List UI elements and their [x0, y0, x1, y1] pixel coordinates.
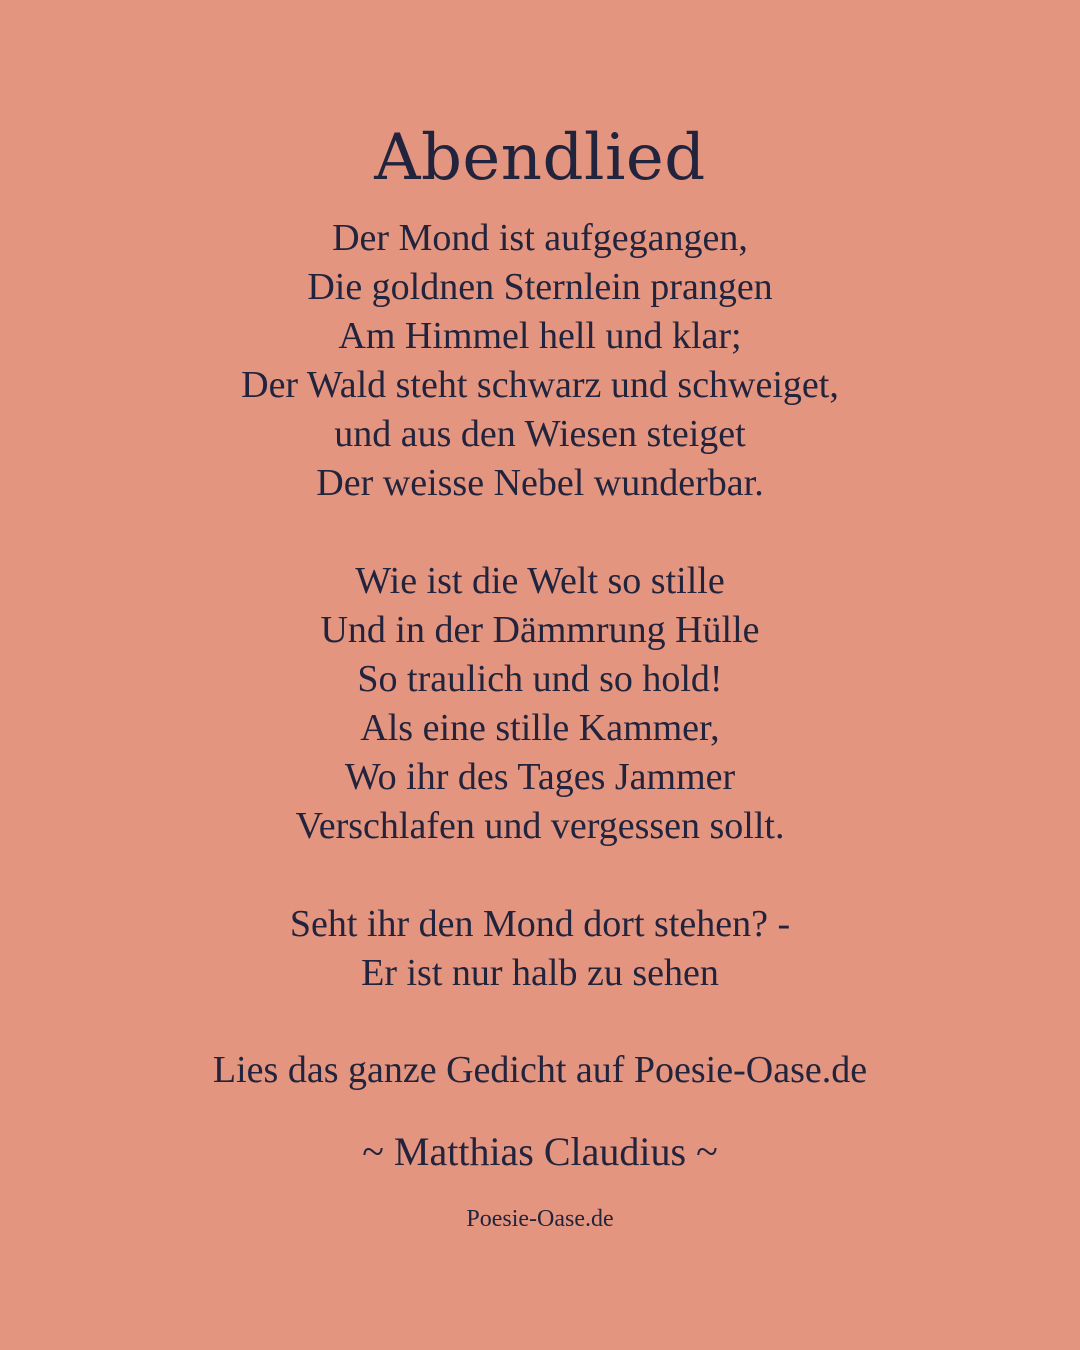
- stanza-3: [0, 900, 1080, 998]
- poem-line: Am Himmel hell und klar;: [338, 315, 742, 357]
- read-full-poem-text: Lies das ganze Gedicht auf Poesie-Oase.de: [212, 1049, 868, 1091]
- poem-line: Er ist nur halb zu sehen: [361, 952, 719, 994]
- poem-line: Der weisse Nebel wunderbar.: [316, 462, 764, 504]
- poem-line: Seht ihr den Mond dort stehen? -: [289, 903, 791, 945]
- poem-line: Als eine stille Kammer,: [360, 707, 720, 749]
- poem-line: Der Mond ist aufgegangen,: [332, 217, 748, 259]
- poem-line: und aus den Wiesen steiget: [334, 413, 746, 455]
- author-name: ~ Matthias Claudius ~: [362, 1129, 718, 1174]
- poem-line: Und in der Dämmrung Hülle: [320, 609, 760, 651]
- poem-line: Die goldnen Sternlein prangen: [307, 266, 773, 308]
- site-footer: Poesie-Oase.de: [466, 1206, 614, 1232]
- poem-line: Wie ist die Welt so stille: [355, 560, 725, 602]
- poem-line: Verschlafen und vergessen sollt.: [295, 805, 785, 847]
- poem-line: So traulich und so hold!: [357, 658, 723, 700]
- stanza-1: [0, 214, 1080, 508]
- poem-title: Abendlied: [374, 121, 706, 195]
- stanza-2: [0, 557, 1080, 851]
- poem-line: Wo ihr des Tages Jammer: [344, 756, 736, 798]
- poem-body: [0, 214, 1080, 1047]
- poem-line: Der Wald steht schwarz und schweiget,: [241, 364, 839, 406]
